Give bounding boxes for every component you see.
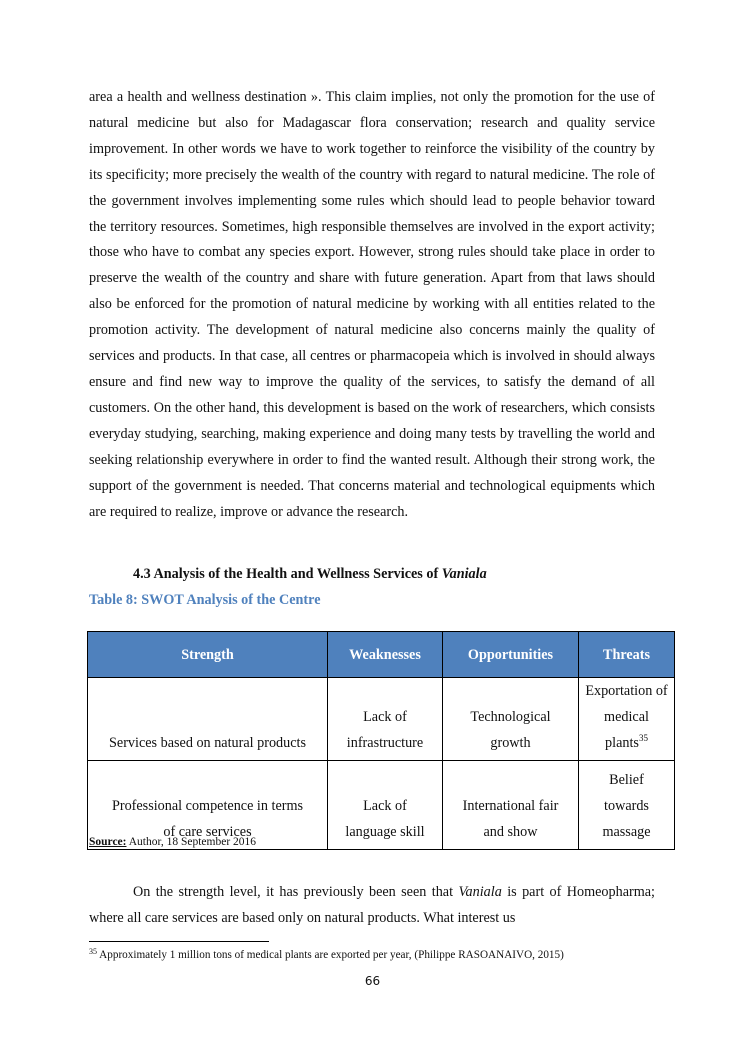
cell-threat (579, 761, 675, 850)
section-heading-text: 4.3 Analysis of the Health and Wellness Services of (133, 566, 442, 582)
footnote-ref: 35 (638, 733, 648, 743)
footnote-text: Approximately 1 million tons of medical plants are exported per year, (Philippe RASOANAIVO, 2015) (97, 949, 564, 961)
cell-text: Services based on natural products (109, 735, 306, 751)
cell-line-2: medical plants (604, 709, 649, 751)
cell-line-2: and show (483, 824, 538, 840)
paragraph-text-before: On the strength level, it has previously been seen that (133, 884, 459, 900)
cell-strength (88, 678, 328, 761)
header-threats: Threats (579, 632, 675, 678)
table-caption: Table 8: SWOT Analysis of the Centre (89, 592, 321, 608)
source-label: Source: (89, 836, 127, 848)
header-strength: Strength (88, 632, 328, 678)
cell-line-2: infrastructure (346, 735, 424, 751)
footnote (89, 949, 564, 961)
header-opportunities: Opportunities (443, 632, 579, 678)
cell-opportunity (443, 761, 579, 850)
cell-line-2: of care services (163, 824, 252, 840)
cell-weakness (328, 678, 443, 761)
table-header-row (88, 632, 675, 678)
table-row (88, 678, 675, 761)
table-source (89, 836, 256, 848)
cell-line-2: language skill (345, 824, 425, 840)
source-text: Author, 18 September 2016 (126, 836, 257, 848)
cell-line-1: Lack of (363, 709, 407, 725)
cell-weakness (328, 761, 443, 850)
cell-line-2: massage (602, 824, 651, 840)
body-paragraph: area a health and wellness destination ». This claim implies, not only the promotion for the use of natural medicine but also for Madagascar flora conservation; research and quality service improvement. In other words we have to work together to reinforce the visibility of the country by its specificity; more precisely the wealth of the country with regard to natural medicine. The role of the government involves implementing some rules which should lead to people behavior toward the territory resources. Sometimes, high responsible themselves are involved in the export activity; those who have to combat any species export. However, strong rules should take place in order to preserve the wealth of the country and share with future generation. Apart from that laws should also be enforced for the promotion of natural medicine by working with all entities related to the promotion activity. The development of natural medicine also concerns mainly the quality of services and products. In that case, all centres or pharmacopeia which is involved in should always ensure and find new way to improve the quality of the services, to satisfy the demand of all customers. On the other hand, this development is based on the work of researchers, which consists everyday studying, searching, making experience and doing many tests by travelling the world and seeking relationship everywhere in order to find the wanted result. Although their strong work, the support of the government is needed. That concerns material and technological equipments which are required to realize, improve or advance the research. (89, 89, 655, 520)
cell-line-1: Lack of (363, 798, 407, 814)
paragraph-text-after: is part of Homeopharma; where all care services are based only on natural products. What interest us (89, 884, 655, 926)
cell-line-1: Exportation of (585, 683, 668, 699)
cell-line-1: Professional competence in terms (111, 798, 304, 814)
swot-table (87, 631, 675, 850)
footnote-divider (89, 941, 269, 942)
section-heading (133, 566, 487, 583)
footnote-number: 35 (89, 947, 97, 956)
paragraph-italic: Vaniala (458, 884, 502, 900)
header-weaknesses: Weaknesses (328, 632, 443, 678)
cell-line-2: growth (490, 735, 531, 751)
section-heading-italic: Vaniala (441, 566, 487, 582)
body-paragraph-2 (89, 880, 655, 932)
cell-line-1: International fair (462, 798, 559, 814)
cell-opportunity (443, 678, 579, 761)
cell-threat (579, 678, 675, 761)
cell-line-1: Belief towards (604, 772, 649, 814)
cell-line-1: Technological (470, 709, 551, 725)
page-number: 66 (364, 974, 381, 988)
